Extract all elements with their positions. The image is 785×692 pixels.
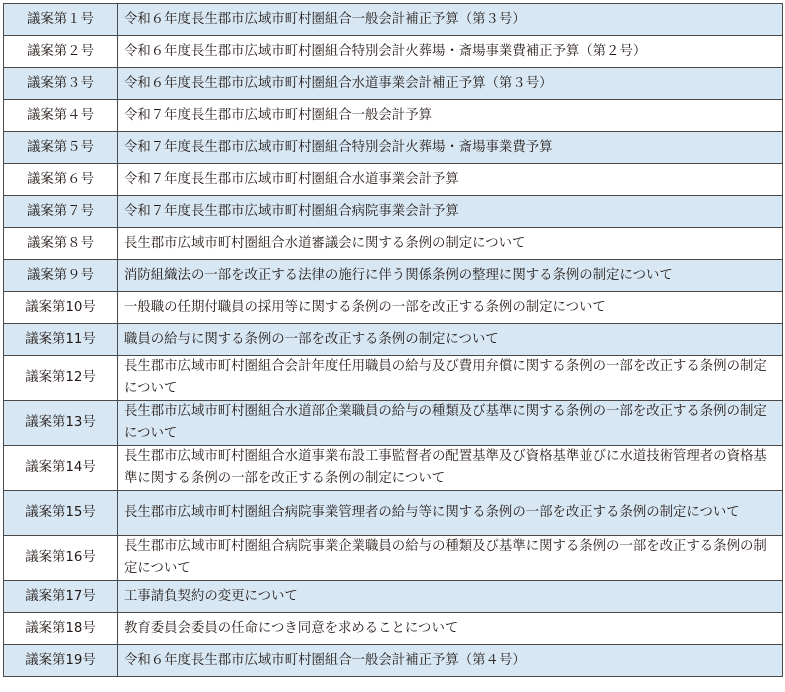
bill-title: 令和６年度長生郡市広域市町村圏組合水道事業会計補正予算（第３号） xyxy=(118,68,783,100)
table-row xyxy=(4,292,783,324)
bill-number: 議案第17号 xyxy=(4,581,118,613)
table-row xyxy=(4,164,783,196)
table-row xyxy=(4,324,783,356)
bill-title: 令和７年度長生郡市広域市町村圏組合水道事業会計予算 xyxy=(118,164,783,196)
table-row xyxy=(4,491,783,536)
bill-title: 長生郡市広域市町村圏組合水道事業布設工事監督者の配置基準及び資格基準並びに水道技術管理者の資格基準に関する条例の一部を改正する条例の制定について xyxy=(118,446,783,491)
bill-number: 議案第５号 xyxy=(4,132,118,164)
bill-number: 議案第２号 xyxy=(4,36,118,68)
bill-title: 教育委員会委員の任命につき同意を求めることについて xyxy=(118,613,783,645)
table-row xyxy=(4,36,783,68)
table-row xyxy=(4,4,783,36)
bill-number: 議案第19号 xyxy=(4,645,118,677)
bill-number: 議案第１号 xyxy=(4,4,118,36)
table-row xyxy=(4,100,783,132)
table-row xyxy=(4,536,783,581)
table-row xyxy=(4,260,783,292)
table-row xyxy=(4,613,783,645)
bill-title: 長生郡市広域市町村圏組合病院事業企業職員の給与の種類及び基準に関する条例の一部を改正する条例の制定について xyxy=(118,536,783,581)
bill-title: 令和６年度長生郡市広域市町村圏組合特別会計火葬場・斎場事業費補正予算（第２号） xyxy=(118,36,783,68)
bill-number: 議案第10号 xyxy=(4,292,118,324)
bill-title: 長生郡市広域市町村圏組合水道部企業職員の給与の種類及び基準に関する条例の一部を改正する条例の制定について xyxy=(118,401,783,446)
table-row xyxy=(4,196,783,228)
bill-number: 議案第11号 xyxy=(4,324,118,356)
bill-number: 議案第15号 xyxy=(4,491,118,536)
bill-title: 令和７年度長生郡市広域市町村圏組合特別会計火葬場・斎場事業費予算 xyxy=(118,132,783,164)
table-row xyxy=(4,645,783,677)
bill-list-table xyxy=(3,3,783,677)
bill-title: 令和７年度長生郡市広域市町村圏組合病院事業会計予算 xyxy=(118,196,783,228)
table-row xyxy=(4,68,783,100)
bill-number: 議案第４号 xyxy=(4,100,118,132)
table-row xyxy=(4,401,783,446)
bill-number: 議案第８号 xyxy=(4,228,118,260)
bill-title: 職員の給与に関する条例の一部を改正する条例の制定について xyxy=(118,324,783,356)
bill-number: 議案第16号 xyxy=(4,536,118,581)
bill-title: 工事請負契約の変更について xyxy=(118,581,783,613)
bill-title: 長生郡市広域市町村圏組合水道審議会に関する条例の制定について xyxy=(118,228,783,260)
table-row xyxy=(4,356,783,401)
bill-title: 一般職の任期付職員の採用等に関する条例の一部を改正する条例の制定について xyxy=(118,292,783,324)
table-row xyxy=(4,446,783,491)
bill-number: 議案第７号 xyxy=(4,196,118,228)
table-row xyxy=(4,228,783,260)
bill-title: 令和６年度長生郡市広域市町村圏組合一般会計補正予算（第４号） xyxy=(118,645,783,677)
bill-title: 消防組織法の一部を改正する法律の施行に伴う関係条例の整理に関する条例の制定について xyxy=(118,260,783,292)
bill-number: 議案第13号 xyxy=(4,401,118,446)
bill-title: 令和７年度長生郡市広域市町村圏組合一般会計予算 xyxy=(118,100,783,132)
table-row xyxy=(4,132,783,164)
table-row xyxy=(4,581,783,613)
bill-number: 議案第18号 xyxy=(4,613,118,645)
bill-number: 議案第９号 xyxy=(4,260,118,292)
bill-number: 議案第３号 xyxy=(4,68,118,100)
bill-title: 長生郡市広域市町村圏組合病院事業管理者の給与等に関する条例の一部を改正する条例の制定について xyxy=(118,491,783,536)
bill-number: 議案第12号 xyxy=(4,356,118,401)
bill-title: 長生郡市広域市町村圏組合会計年度任用職員の給与及び費用弁償に関する条例の一部を改正する条例の制定について xyxy=(118,356,783,401)
bill-number: 議案第６号 xyxy=(4,164,118,196)
bill-number: 議案第14号 xyxy=(4,446,118,491)
bill-title: 令和６年度長生郡市広域市町村圏組合一般会計補正予算（第３号） xyxy=(118,4,783,36)
